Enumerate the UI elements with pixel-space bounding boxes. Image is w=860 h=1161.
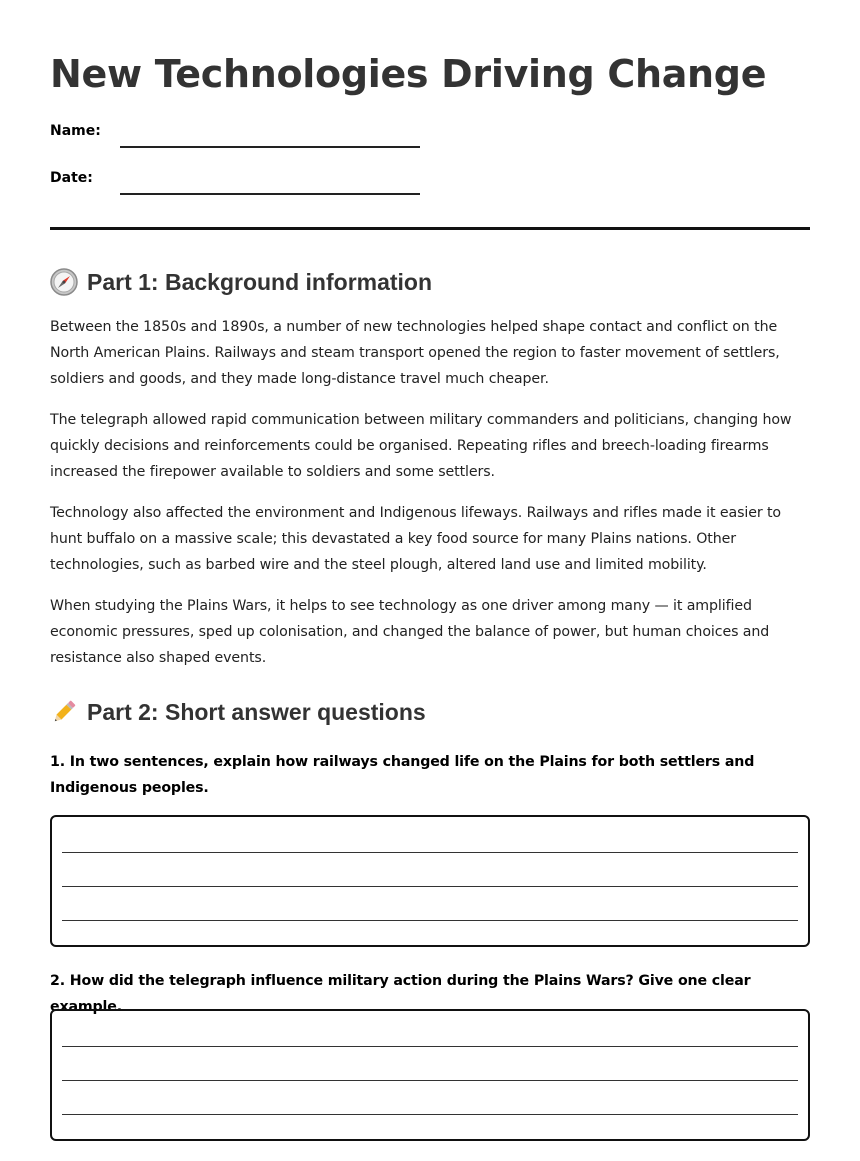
- paragraph-4: When studying the Plains Wars, it helps to see technology as one driver among many — it amplified economic pressures, sped up colonisation, and changed the balance of power, but human choices and resistance also shaped events.: [50, 598, 770, 666]
- answer-line: [62, 1114, 798, 1115]
- part1-heading-text: Part 1: Background information: [87, 269, 433, 295]
- date-label: Date:: [50, 170, 93, 186]
- answer-line: [62, 886, 798, 887]
- answer-box-2[interactable]: [50, 1009, 810, 1141]
- part1-heading: [50, 267, 432, 297]
- name-field[interactable]: [50, 121, 470, 151]
- name-input-line[interactable]: [120, 146, 420, 148]
- part2-heading: [50, 697, 426, 727]
- date-field[interactable]: [50, 168, 470, 198]
- paragraph-2: The telegraph allowed rapid communication between military commanders and politicians, changing how quickly decisions and reinforcements could be organised. Repeating rifles and breech-loading firearms increased the firepower available to soldiers and some settlers.: [50, 412, 792, 480]
- page-title: New Technologies Driving Change: [50, 52, 767, 96]
- answer-box-1[interactable]: [50, 815, 810, 947]
- question-2: 2. How did the telegraph influence military action during the Plains Wars? Give one clear example.: [50, 973, 751, 1015]
- header-divider: [50, 227, 810, 230]
- question-1: 1. In two sentences, explain how railways changed life on the Plains for both settlers and Indigenous peoples.: [50, 754, 755, 796]
- paragraph-1: Between the 1850s and 1890s, a number of new technologies helped shape contact and conflict on the North American Plains. Railways and steam transport opened the region to faster movement of settlers, soldiers and goods, and they made long-distance travel much cheaper.: [50, 319, 780, 387]
- part2-heading-text: Part 2: Short answer questions: [87, 699, 426, 725]
- answer-line: [62, 852, 798, 853]
- answer-line: [62, 1046, 798, 1047]
- paragraph-3: Technology also affected the environment and Indigenous lifeways. Railways and rifles made it easier to hunt buffalo on a massive scale; this devastated a key food source for many Plains nations. Other technologies, such as barbed wire and the steel plough, altered land use and limited mobility.: [50, 505, 782, 573]
- compass-icon: [50, 268, 78, 296]
- pencil-icon: [50, 698, 78, 726]
- date-input-line[interactable]: [120, 193, 420, 195]
- answer-line: [62, 1080, 798, 1081]
- name-label: Name:: [50, 123, 101, 139]
- answer-line: [62, 920, 798, 921]
